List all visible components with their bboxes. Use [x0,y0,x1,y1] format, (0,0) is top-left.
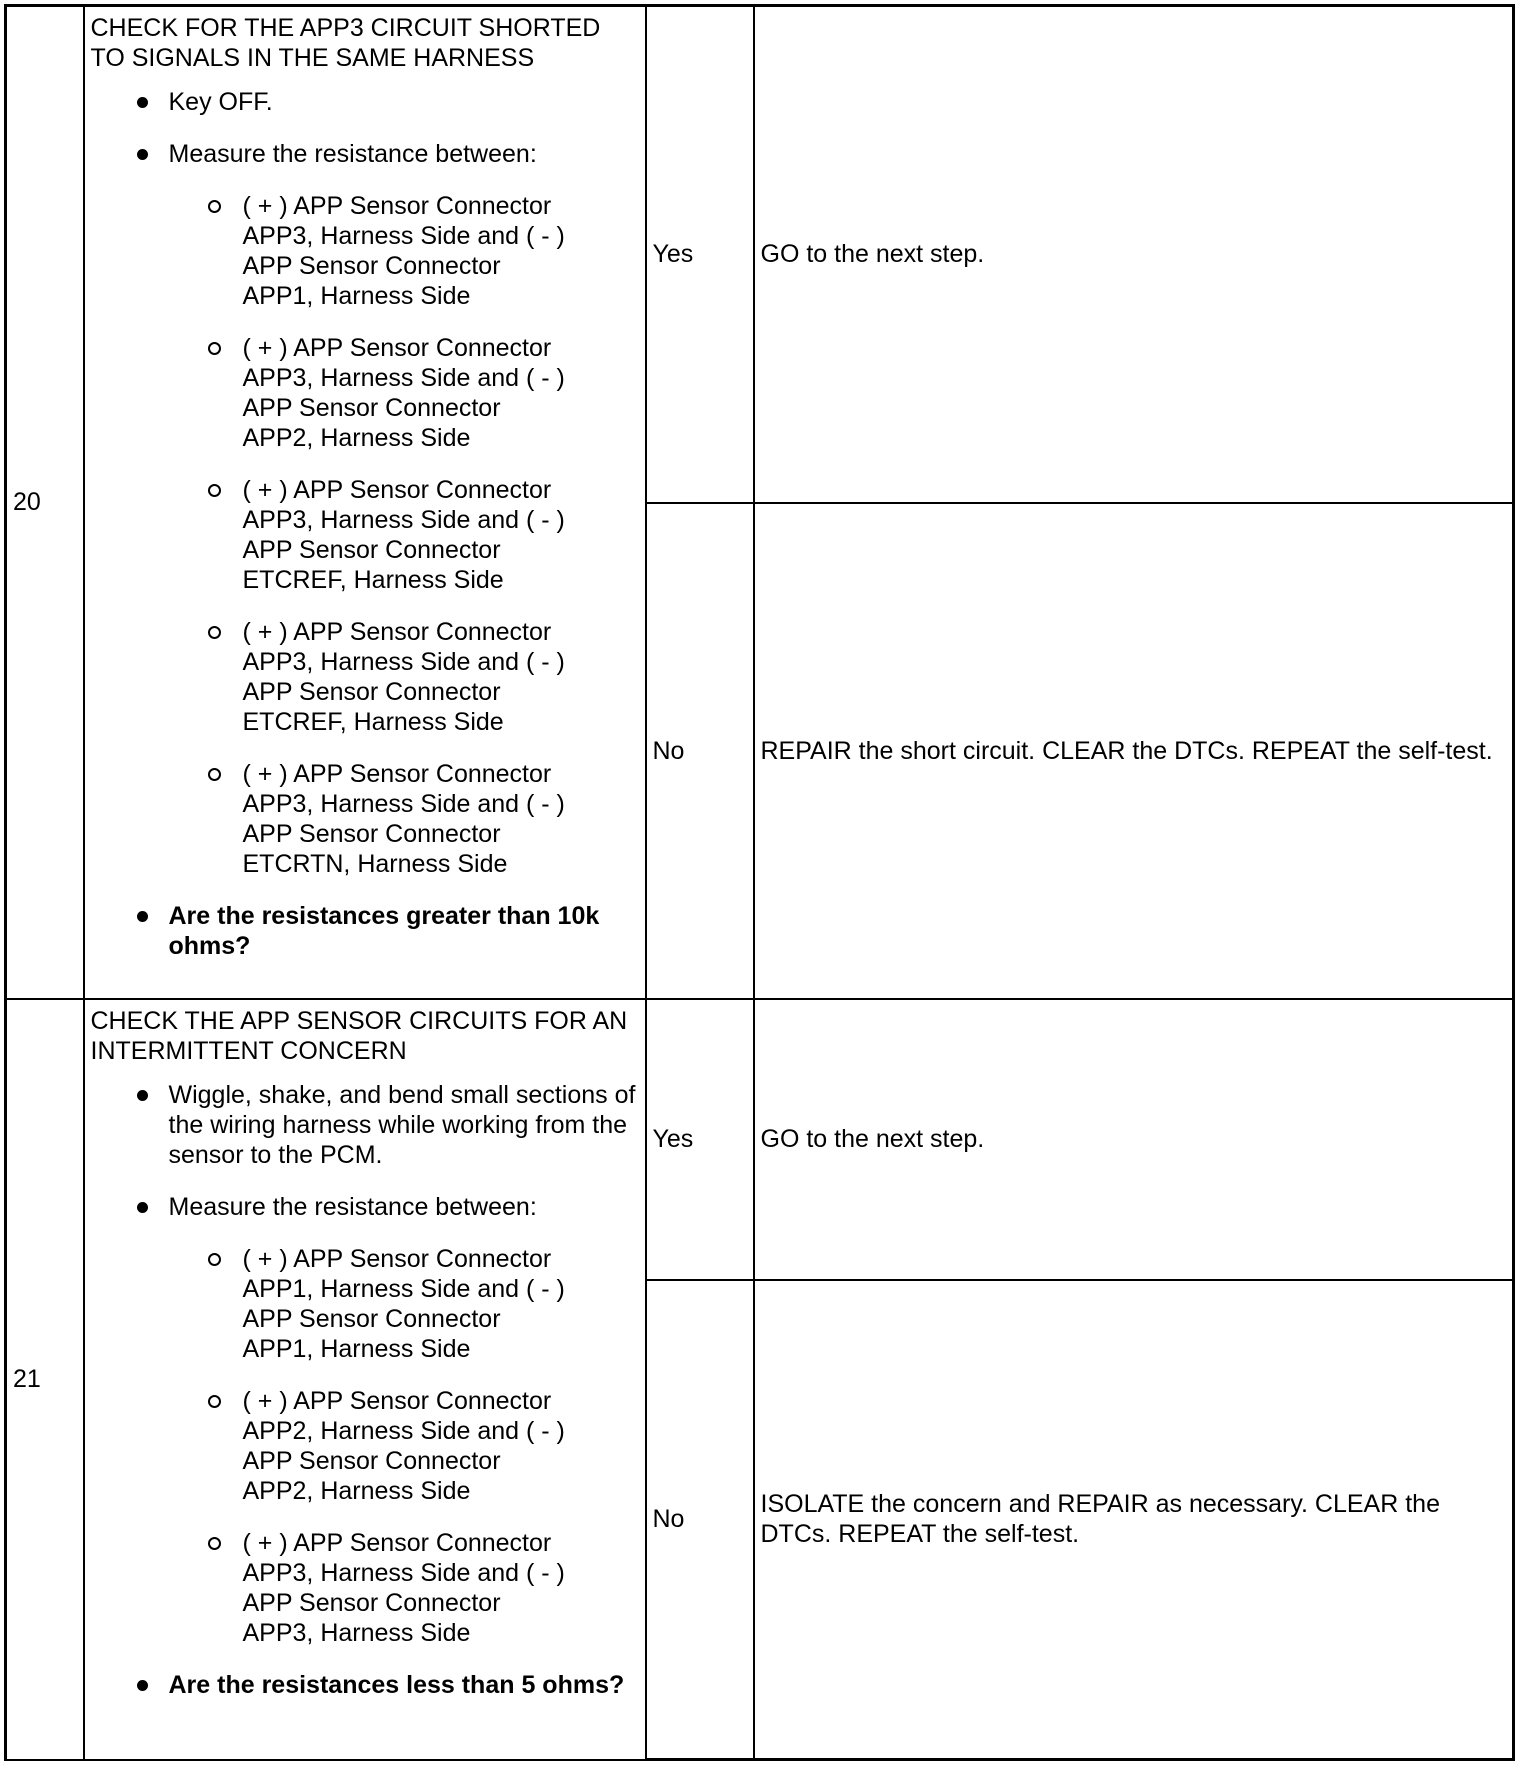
answer-no: No [646,1280,754,1760]
result-yes: GO to the next step. [754,6,1514,503]
measurement-item: ( + ) APP Sensor Connector APP3, Harness Side and ( - ) APP Sensor Connector APP3, Harness Side [205,1528,573,1648]
question-text: Are the resistances less than 5 ohms? [168,1670,625,1699]
step-row [6,999,1514,1280]
action-bullet [129,1080,637,1170]
question-text: Are the resistances greater than 10k ohms? [168,902,600,960]
measurement-item: ( + ) APP Sensor Connector APP3, Harness Side and ( - ) APP Sensor Connector ETCRTN, Harness Side [205,759,573,879]
step-action-cell [84,6,646,999]
result-no: ISOLATE the concern and REPAIR as necessary. CLEAR the DTCs. REPEAT the self-test. [754,1280,1514,1760]
action-bullet [129,87,637,117]
step-number: 20 [6,6,84,999]
action-bullet [129,1192,637,1648]
step-title: CHECK THE APP SENSOR CIRCUITS FOR AN INTERMITTENT CONCERN [90,1006,628,1065]
bullet-text: Measure the resistance between: [168,1192,537,1221]
question-bullet [129,1670,637,1700]
answer-no: No [646,503,754,999]
result-no: REPAIR the short circuit. CLEAR the DTCs. REPEAT the self-test. [754,503,1514,999]
bullet-text: Key OFF. [168,88,273,116]
diagnostic-steps-table [4,4,1515,1761]
action-bullet-list [91,87,637,961]
step-action-cell [84,999,646,1760]
bullet-text: Measure the resistance between: [168,140,537,168]
step-title: CHECK FOR THE APP3 CIRCUIT SHORTED TO SIGNALS IN THE SAME HARNESS [90,14,601,72]
measurement-list [169,1244,637,1648]
question-bullet [129,901,637,961]
measurement-item: ( + ) APP Sensor Connector APP3, Harness Side and ( - ) APP Sensor Connector ETCREF, Harness Side [205,617,573,737]
bullet-text: Wiggle, shake, and bend small sections of the wiring harness while working from the sensor to the PCM. [168,1080,636,1169]
result-yes: GO to the next step. [754,999,1514,1280]
step-number: 21 [6,999,84,1760]
measurement-list [169,191,637,879]
measurement-item: ( + ) APP Sensor Connector APP3, Harness Side and ( - ) APP Sensor Connector APP1, Harness Side [205,191,573,311]
action-bullet [129,139,637,879]
answer-yes: Yes [646,999,754,1280]
measurement-item: ( + ) APP Sensor Connector APP2, Harness Side and ( - ) APP Sensor Connector APP2, Harness Side [205,1386,573,1506]
answer-yes: Yes [646,6,754,503]
action-bullet-list [91,1080,637,1700]
measurement-item: ( + ) APP Sensor Connector APP1, Harness Side and ( - ) APP Sensor Connector APP1, Harness Side [205,1244,573,1364]
measurement-item: ( + ) APP Sensor Connector APP3, Harness Side and ( - ) APP Sensor Connector APP2, Harness Side [205,333,573,453]
measurement-item: ( + ) APP Sensor Connector APP3, Harness Side and ( - ) APP Sensor Connector ETCREF, Harness Side [205,475,573,595]
step-row [6,6,1514,503]
